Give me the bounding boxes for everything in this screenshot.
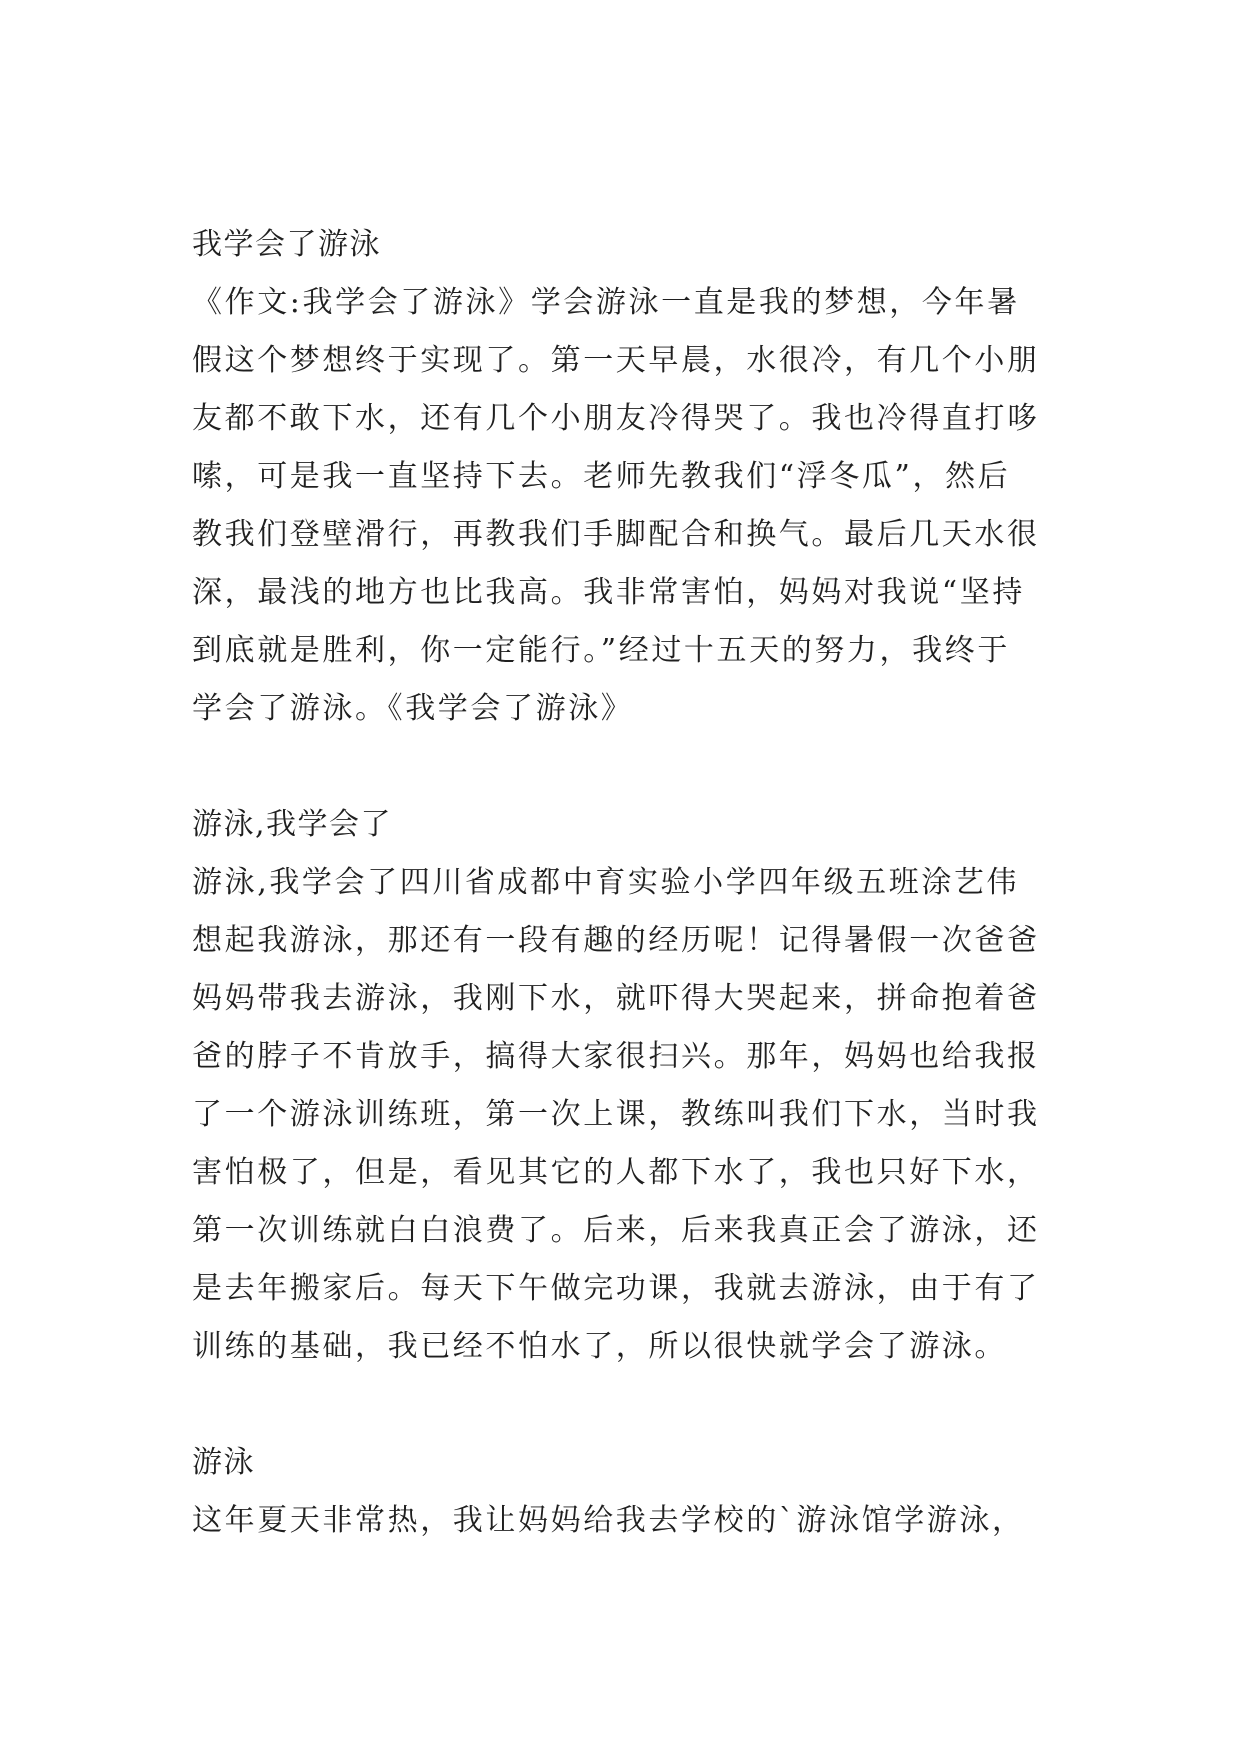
paragraph-line: 友都不敢下水，还有几个小朋友冷得哭了。我也冷得直打哆 [192,401,1040,436]
essay-section-1 [192,216,1072,738]
paragraph-line: 爸的脖子不肯放手，搞得大家很扫兴。那年，妈妈也给我报 [192,1039,1040,1074]
essay-section-2 [192,796,1072,1376]
essay-title-2: 游泳,我学会了 [192,807,393,842]
paragraph-line: 嗦，可是我一直坚持下去。老师先教我们“浮冬瓜”，然后 [192,459,1011,494]
paragraph-line: 训练的基础，我已经不怕水了，所以很快就学会了游泳。 [192,1329,1007,1364]
paragraph-line: 第一次训练就白白浪费了。后来，后来我真正会了游泳，还 [192,1213,1040,1248]
paragraph-line: 想起我游泳，那还有一段有趣的经历呢！记得暑假一次爸爸 [192,923,1040,958]
paragraph-line: 到底就是胜利，你一定能行。”经过十五天的努力，我终于 [192,633,1010,668]
essay-title-3: 游泳 [192,1445,255,1480]
paragraph-line: 是去年搬家后。每天下午做完功课，我就去游泳，由于有了 [192,1271,1040,1306]
paragraph-line: 《作文:我学会了游泳》学会游泳一直是我的梦想，今年暑 [192,285,1020,320]
paragraph-line: 深，最浅的地方也比我高。我非常害怕，妈妈对我说“坚持 [192,575,1025,610]
essay-title-1: 我学会了游泳 [192,227,381,262]
paragraph-line: 这年夏天非常热，我让妈妈给我去学校的`游泳馆学游泳， [192,1503,1025,1538]
paragraph-line: 害怕极了，但是，看见其它的人都下水了，我也只好下水， [192,1155,1040,1190]
document-body [192,216,1072,1550]
paragraph-line: 妈妈带我去游泳，我刚下水，就吓得大哭起来，拼命抱着爸 [192,981,1040,1016]
paragraph-line: 假这个梦想终于实现了。第一天早晨，水很冷，有几个小朋 [192,343,1040,378]
paragraph-line: 了一个游泳训练班，第一次上课，教练叫我们下水，当时我 [192,1097,1040,1132]
paragraph-line: 教我们登壁滑行，再教我们手脚配合和换气。最后几天水很 [192,517,1040,552]
essay-section-3 [192,1434,1072,1550]
paragraph-line: 学会了游泳。《我学会了游泳》 [192,691,634,726]
paragraph-line: 游泳,我学会了四川省成都中育实验小学四年级五班涂艺伟 [192,865,1020,900]
